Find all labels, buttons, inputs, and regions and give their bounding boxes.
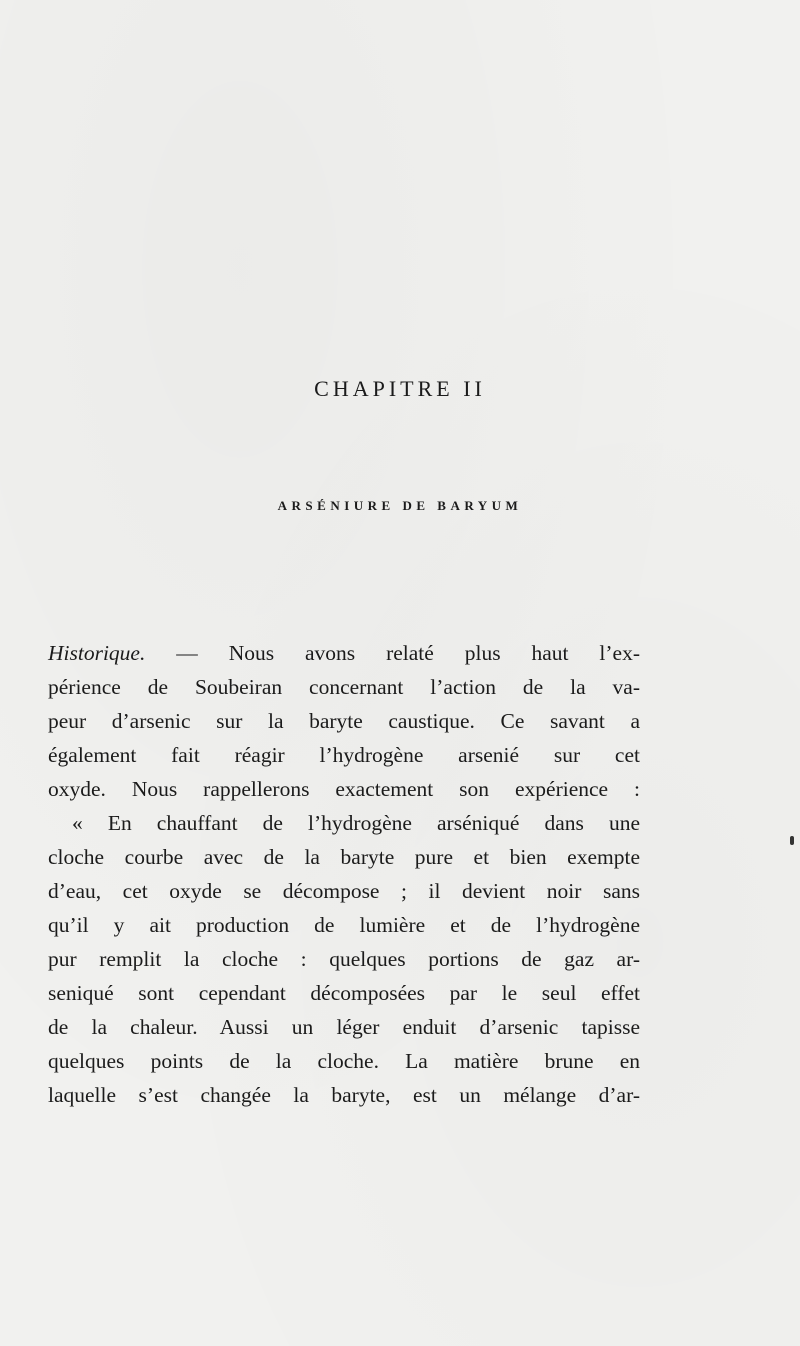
- text-line: quelques points de la cloche. La matière brune en: [48, 1049, 640, 1073]
- text-line: cloche courbe avec de la baryte pure et bien exempte: [48, 845, 640, 869]
- text-line: périence de Soubeiran concernant l’action de la va-: [48, 675, 640, 699]
- text-line: pur remplit la cloche : quelques portions de gaz ar-: [48, 947, 640, 971]
- text-line: d’eau, cet oxyde se décompose ; il devient noir sans: [48, 879, 640, 903]
- margin-ink-mark: [790, 836, 794, 845]
- text-line: oxyde. Nous rappellerons exactement son expérience :: [48, 777, 640, 801]
- text-line: « En chauffant de l’hydrogène arséniqué dans une: [72, 811, 640, 835]
- text-line: également fait réagir l’hydrogène arsenié sur cet: [48, 743, 640, 767]
- paragraph-heading: Historique.: [48, 641, 146, 665]
- text-line: laquelle s’est changée la baryte, est un mélange d’ar-: [48, 1083, 640, 1107]
- text-line: qu’il y ait production de lumière et de l’hydrogène: [48, 913, 640, 937]
- section-title: ARSÉNIURE DE BARYUM: [277, 498, 523, 513]
- body-text: [48, 636, 640, 1112]
- text-line: seniqué sont cependant décomposées par le seul effet: [48, 981, 640, 1005]
- text-line: de la chaleur. Aussi un léger enduit d’arsenic tapisse: [48, 1015, 640, 1039]
- text-line: peur d’arsenic sur la baryte caustique. Ce savant a: [48, 709, 640, 733]
- chapter-title: CHAPITRE II: [314, 376, 486, 401]
- text-line: [48, 636, 640, 670]
- text-line-content: — Nous avons relaté plus haut l’ex-: [145, 641, 640, 665]
